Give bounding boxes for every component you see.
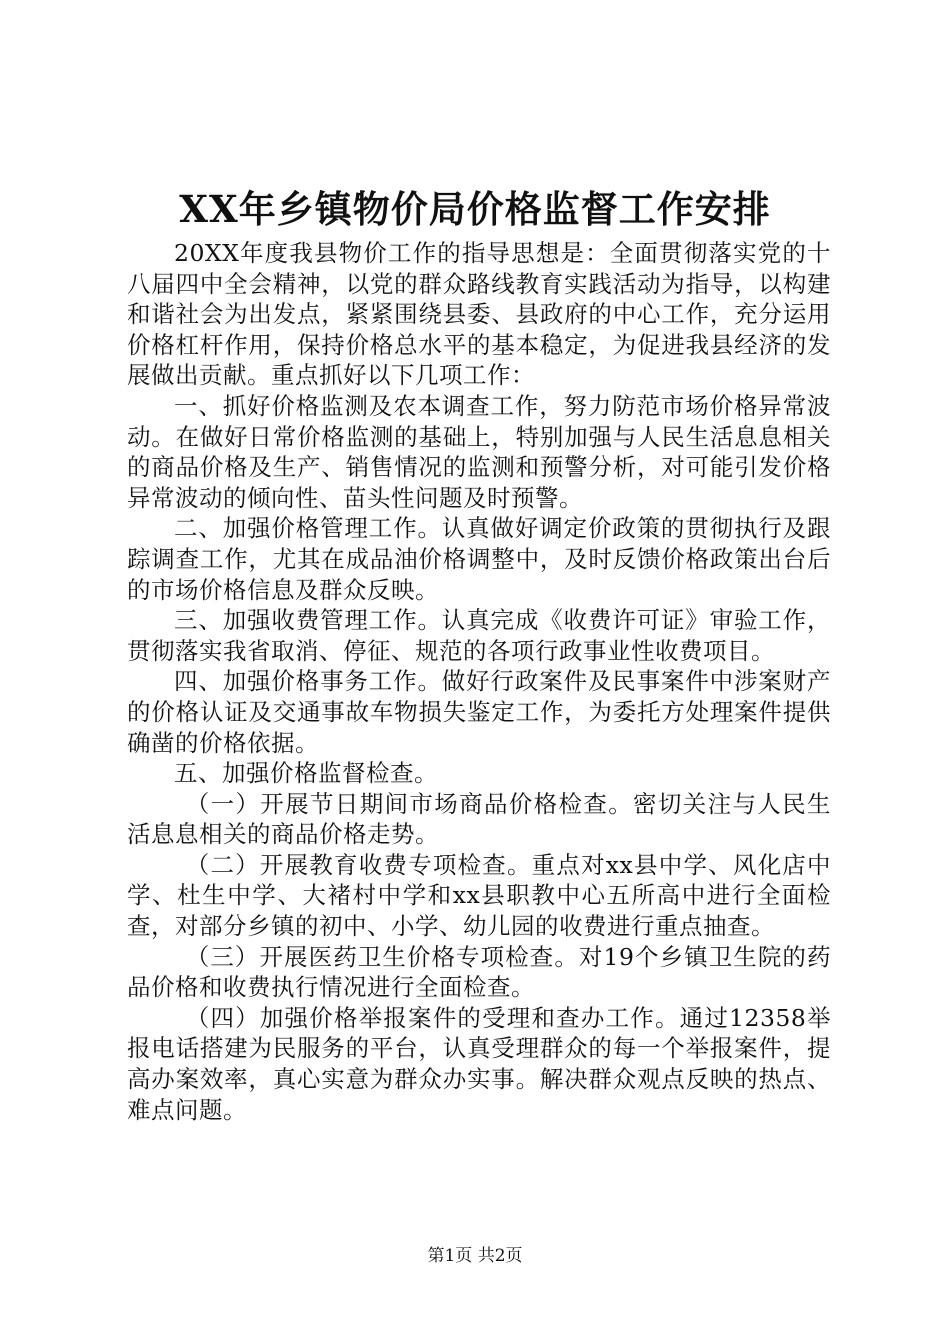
section-5-heading: 五、加强价格监督检查。: [174, 759, 438, 788]
section-1-paragraph: 一、抓好价格监测及农本调查工作，努力防范市场价格异常波动。在做好日常价格监测的基础上，特别加强与人民生活息息相关的商品价格及生产、销售情况的监测和预警分析，对可能引发价格异常波动的倾向性、苗头性问题及时预警。: [127, 391, 831, 512]
subsection-1-paragraph: （一）开展节日期间市场商品价格检查。密切关注与人民生活息息相关的商品价格走势。: [127, 789, 831, 849]
document-body: [127, 238, 831, 1125]
section-3-paragraph: 三、加强收费管理工作。认真完成《收费许可证》审验工作，贯彻落实我省取消、停征、规范的各项行政事业性收费项目。: [127, 606, 831, 665]
subsection-4-paragraph: （四）加强价格举报案件的受理和查办工作。通过12358举报电话搭建为民服务的平台，认真受理群众的每一个举报案件，提高办案效率，真心实意为群众办实事。解决群众观点反映的热点、难点问题。: [127, 1003, 831, 1124]
intro-paragraph: 20XX年度我县物价工作的指导思想是：全面贯彻落实党的十八届四中全会精神，以党的群众路线教育实践活动为指导，以构建和谐社会为出发点，紧紧围绕县委、县政府的中心工作，充分运用价格杠杆作用，保持价格总水平的基本稳定，为促进我县经济的发展做出贡献。重点抓好以下几项工作：: [127, 239, 831, 390]
document-title: XX年乡镇物价局价格监督工作安排: [179, 187, 771, 231]
subsection-2-paragraph: （二）开展教育收费专项检查。重点对xx县中学、风化店中学、杜生中学、大褚村中学和xx县职教中心五所高中进行全面检查，对部分乡镇的初中、小学、幼儿园的收费进行重点抽查。: [127, 850, 831, 941]
page-number-footer: 第1页 共2页: [427, 1246, 523, 1266]
section-2-paragraph: 二、加强价格管理工作。认真做好调定价政策的贯彻执行及跟踪调查工作，尤其在成品油价格调整中，及时反馈价格政策出台后的市场价格信息及群众反映。: [127, 514, 831, 604]
section-4-paragraph: 四、加强价格事务工作。做好行政案件及民事案件中涉案财产的价格认证及交通事故车物损失鉴定工作，为委托方处理案件提供确凿的价格依据。: [127, 667, 831, 757]
subsection-3-paragraph: （三）开展医药卫生价格专项检查。对19个乡镇卫生院的药品价格和收费执行情况进行全面检查。: [127, 942, 831, 1002]
